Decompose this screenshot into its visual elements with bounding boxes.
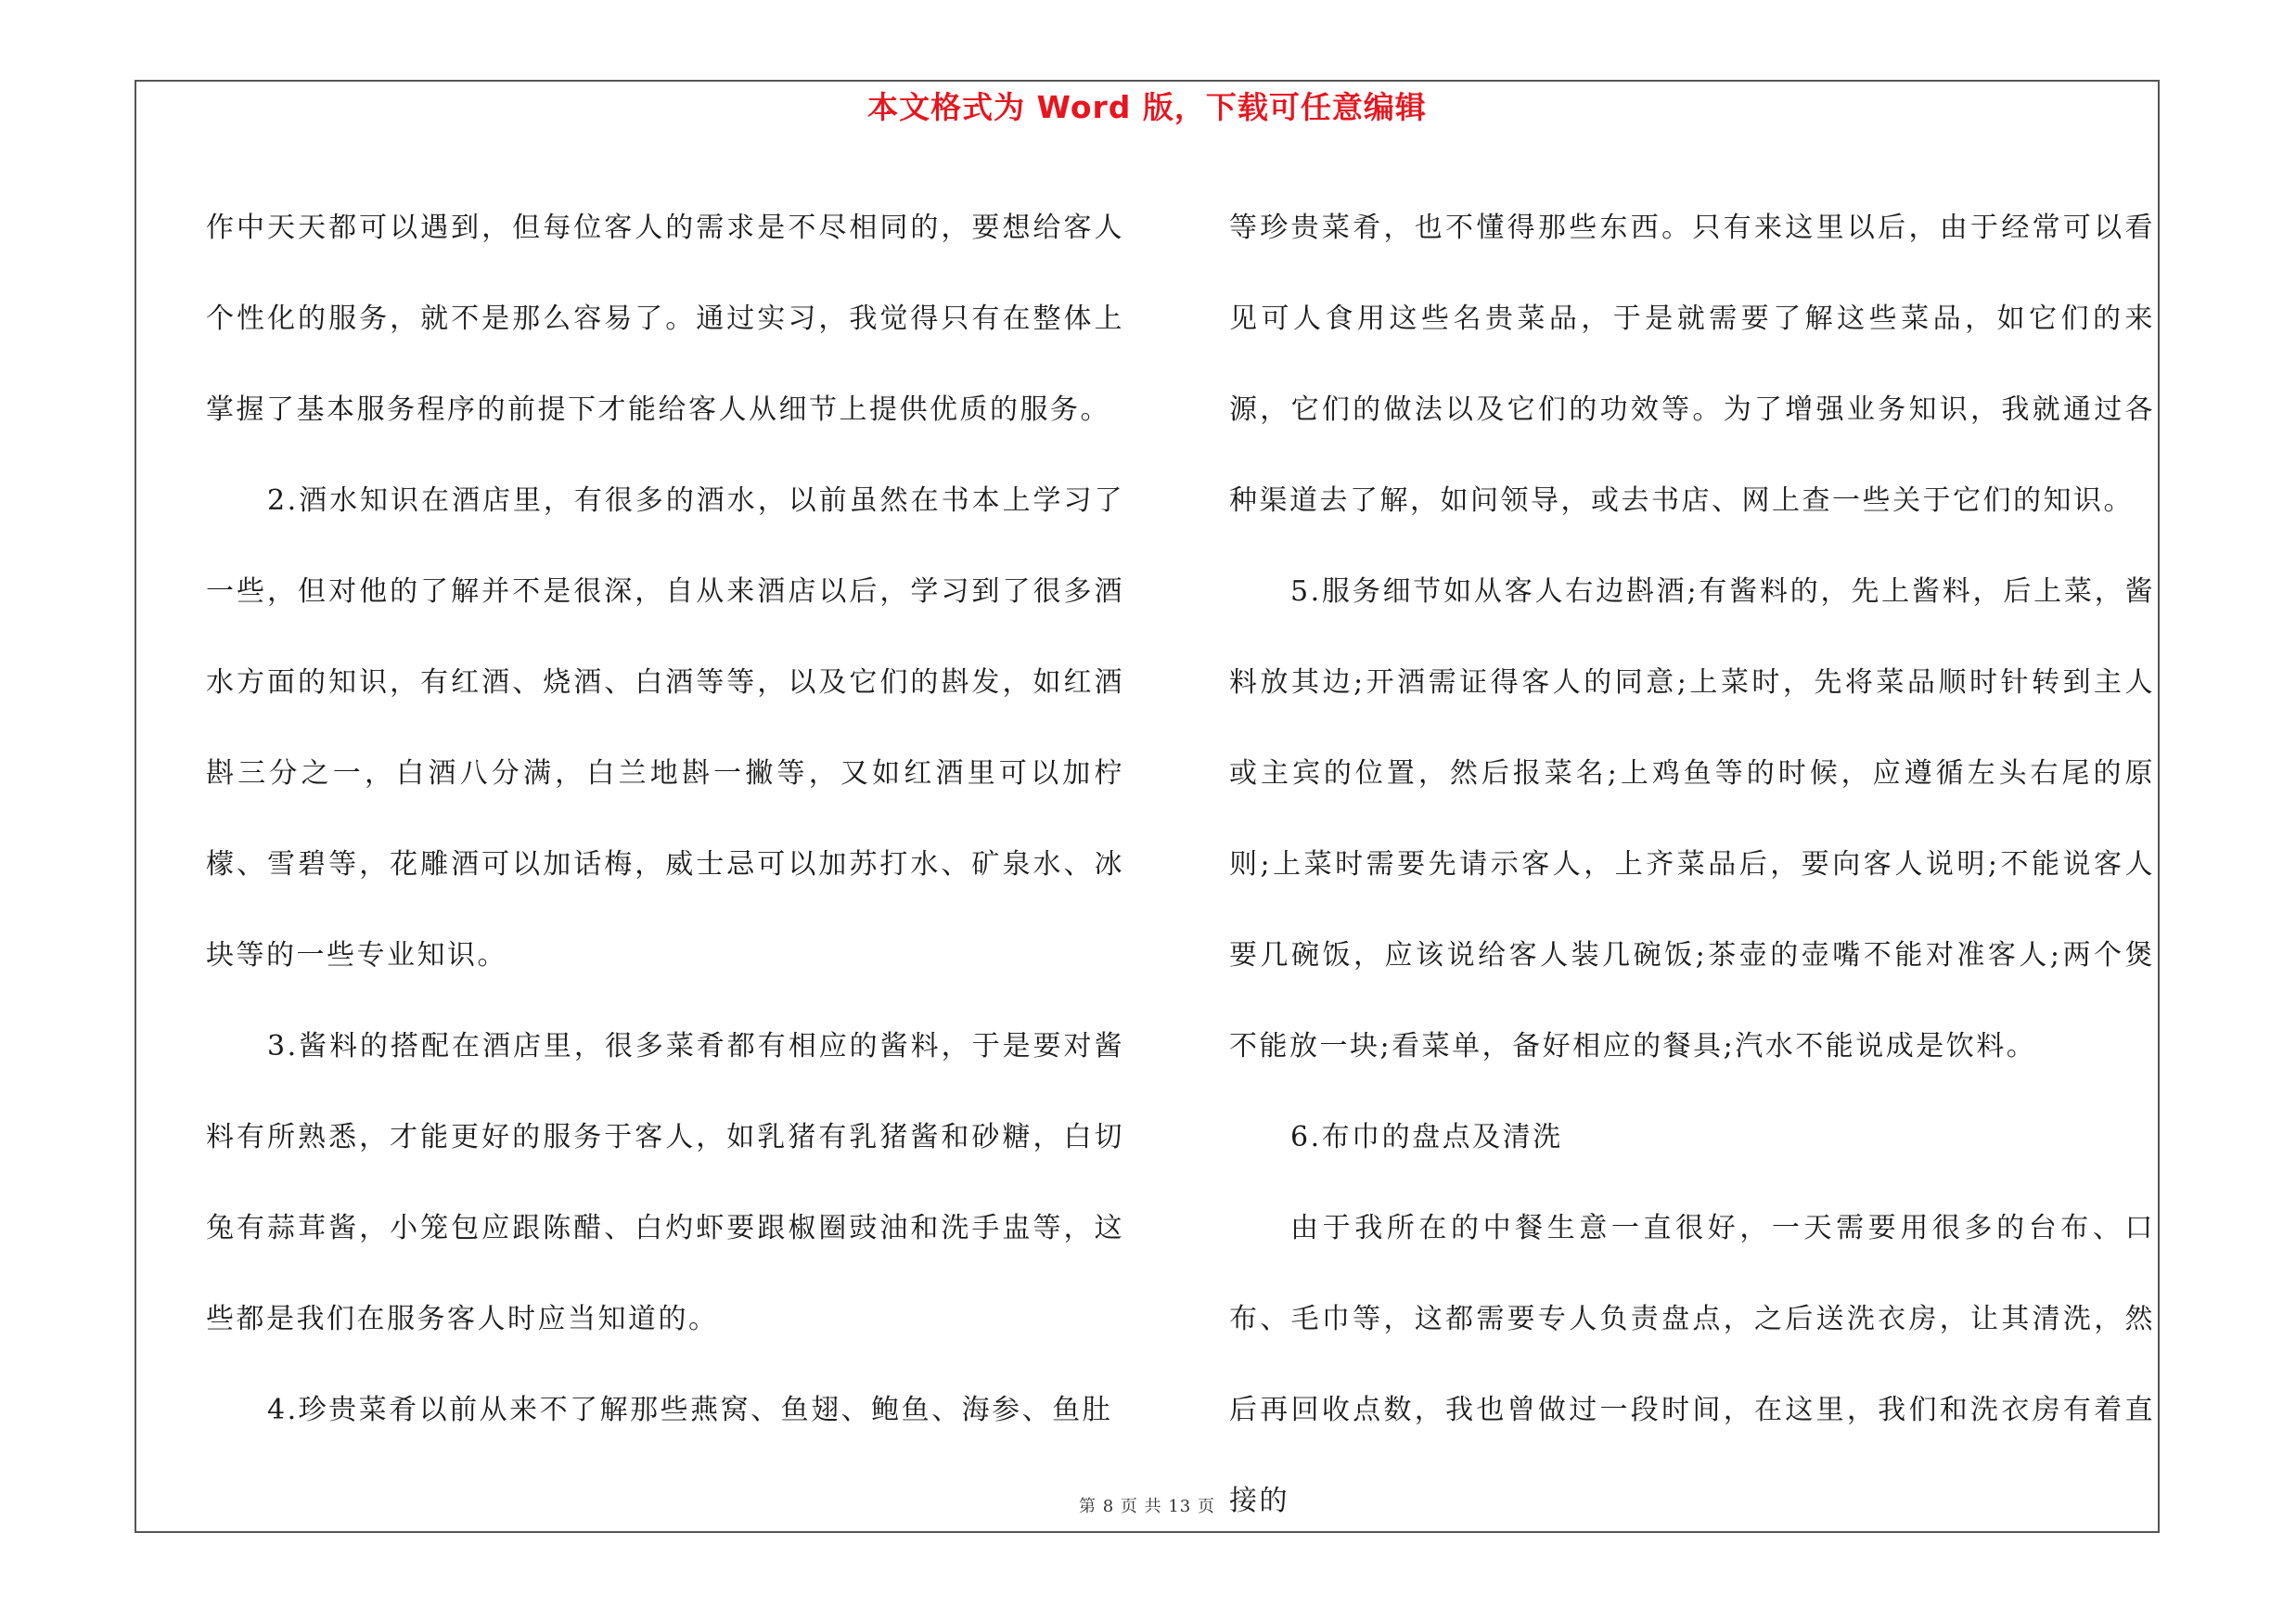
paragraph: 2.酒水知识在酒店里，有很多的酒水，以前虽然在书本上学习了一些，但对他的了解并不是很深，自从来酒店以后，学习到了很多酒水方面的知识，有红酒、烧酒、白酒等等，以及它们的斟发，如红酒斟三分之一，白酒八分满，白兰地斟一撇等，又如红酒里可以加柠檬、雪碧等，花雕酒可以加话梅，威士忌可以加苏打水、矿泉水、冰块等的一些专业知识。 bbox=[206, 484, 1124, 972]
paragraph: 6.布巾的盘点及清洗 bbox=[1290, 1121, 1563, 1153]
paragraph: 4.珍贵菜肴以前从来不了解那些燕窝、鱼翅、鲍鱼、海参、鱼肚 bbox=[267, 1394, 1113, 1426]
paragraph: 作中天天都可以遇到，但每位客人的需求是不尽相同的，要想给客人个性化的服务，就不是那么容易了。通过实习，我觉得只有在整体上掌握了基本服务程序的前提下才能给客人从细节上提供优质的服务。 bbox=[206, 212, 1124, 426]
left-text-column bbox=[206, 183, 1124, 1456]
page-number-footer: 第 8 页 共 13 页 bbox=[1079, 1497, 1215, 1516]
paragraph: 由于我所在的中餐生意一直很好，一天需要用很多的台布、口布、毛巾等，这都需要专人负责盘点，之后送洗衣房，让其清洗，然后再回收点数，我也曾做过一段时间，在这里，我们和洗衣房有着直接的 bbox=[1229, 1212, 2155, 1517]
right-text-column bbox=[1229, 183, 2155, 1547]
paragraph: 等珍贵菜肴，也不懂得那些东西。只有来这里以后，由于经常可以看见可人食用这些名贵菜品，于是就需要了解这些菜品，如它们的来源，它们的做法以及它们的功效等。为了增强业务知识，我就通过各种渠道去了解，如问领导，或去书店、网上查一些关于它们的知识。 bbox=[1229, 212, 2155, 517]
editable-notice-banner: 本文格式为 Word 版，下载可任意编辑 bbox=[867, 89, 1427, 125]
paragraph: 5.服务细节如从客人右边斟酒;有酱料的，先上酱料，后上菜，酱料放其边;开酒需证得客人的同意;上菜时，先将菜品顺时针转到主人或主宾的位置，然后报菜名;上鸡鱼等的时候，应遵循左头右尾的原则;上菜时需要先请示客人，上齐菜品后，要向客人说明;不能说客人要几碗饭，应该说给客人装几碗饭;茶壶的壶嘴不能对准客人;两个煲不能放一块;看菜单，备好相应的餐具;汽水不能说成是饮料。 bbox=[1229, 575, 2155, 1063]
paragraph: 3.酱料的搭配在酒店里，很多菜肴都有相应的酱料，于是要对酱料有所熟悉，才能更好的服务于客人，如乳猪有乳猪酱和砂糖，白切兔有蒜茸酱，小笼包应跟陈醋、白灼虾要跟椒圈豉油和洗手盅等，这些都是我们在服务客人时应当知道的。 bbox=[206, 1030, 1124, 1335]
